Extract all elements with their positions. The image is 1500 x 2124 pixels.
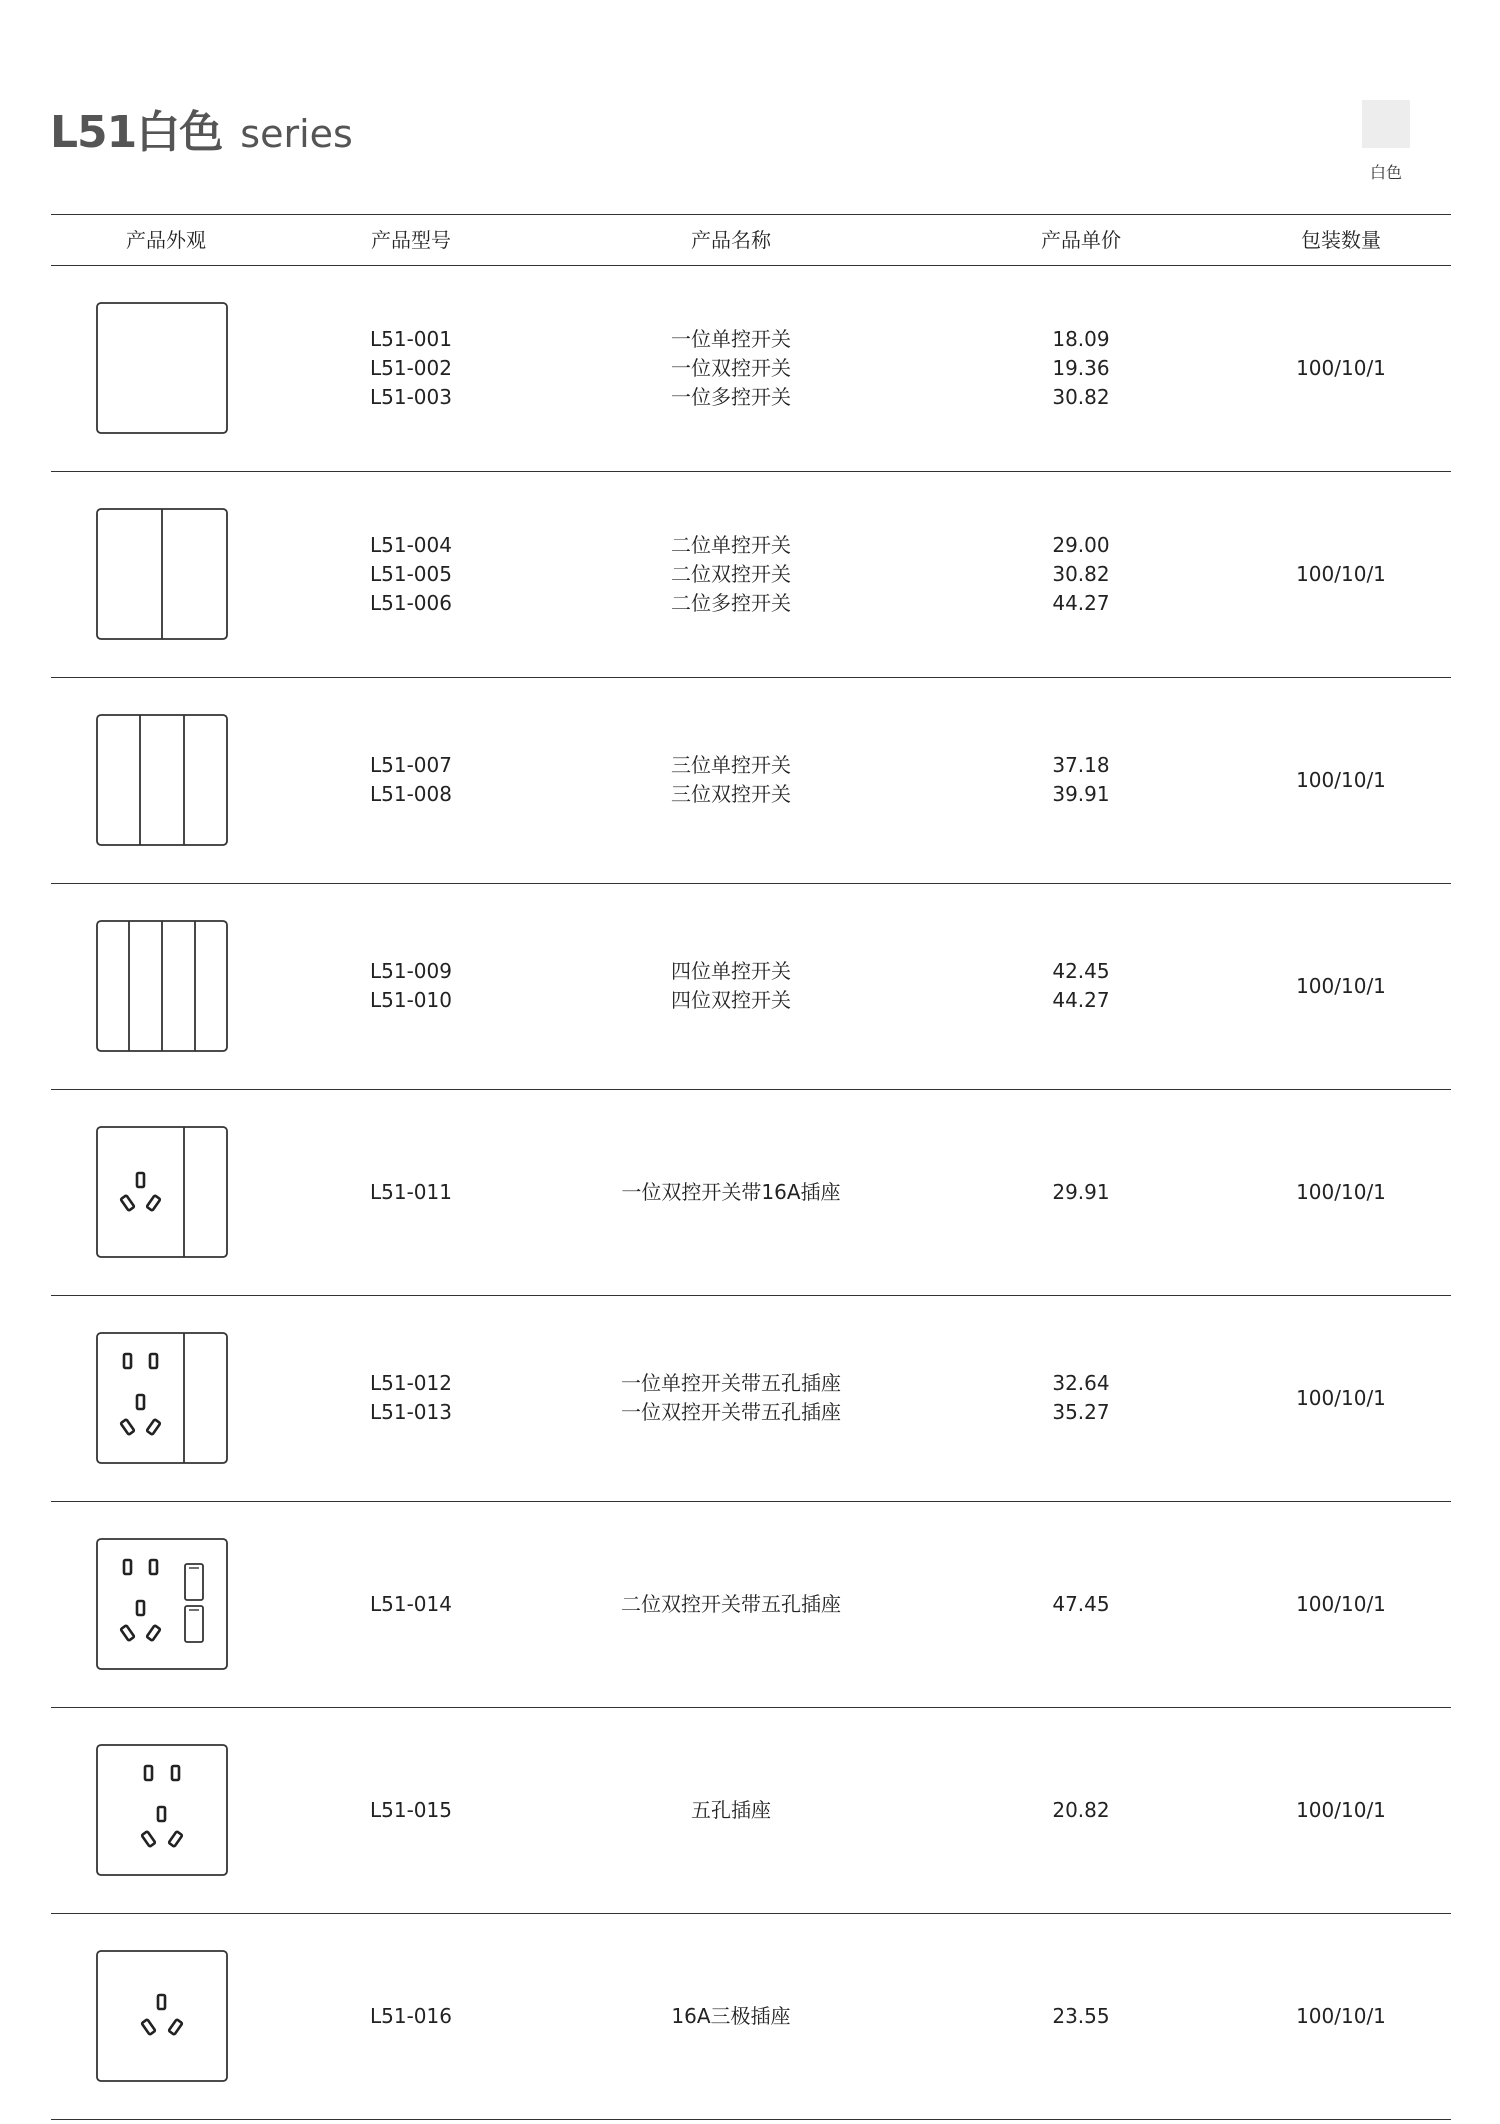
model-number: L51-004 bbox=[370, 532, 452, 557]
model-number: L51-008 bbox=[370, 782, 452, 806]
product-prices bbox=[931, 677, 1231, 883]
product-image bbox=[51, 1707, 281, 1913]
col-header-pack: 包装数量 bbox=[1301, 228, 1381, 252]
product-models bbox=[311, 1707, 511, 1913]
model-number: L51-010 bbox=[370, 988, 452, 1012]
three-pin-16a-socket-icon bbox=[96, 1950, 228, 2082]
table-header bbox=[51, 215, 1451, 265]
pack-value: 100/10/1 bbox=[1296, 355, 1386, 380]
unit-price: 42.45 bbox=[1052, 959, 1110, 983]
product-name: 三位单控开关 bbox=[671, 753, 791, 777]
product-models bbox=[311, 1501, 511, 1707]
model-number: L51-009 bbox=[370, 959, 452, 983]
two-switch-five-hole-socket-icon bbox=[96, 1538, 228, 1670]
pack-value: 100/10/1 bbox=[1296, 1591, 1386, 1616]
product-prices bbox=[931, 1295, 1231, 1501]
product-names bbox=[531, 883, 931, 1089]
pack-quantity bbox=[1231, 883, 1451, 1089]
five-hole-socket-icon bbox=[96, 1744, 228, 1876]
pack-quantity bbox=[1231, 1501, 1451, 1707]
product-name: 一位双控开关带16A插座 bbox=[621, 1179, 841, 1204]
pack-value: 100/10/1 bbox=[1296, 1385, 1386, 1410]
product-name: 一位多控开关 bbox=[671, 384, 791, 409]
product-image bbox=[51, 265, 281, 471]
product-names bbox=[531, 1089, 931, 1295]
product-prices bbox=[931, 1707, 1231, 1913]
product-image bbox=[51, 677, 281, 883]
product-prices bbox=[931, 265, 1231, 471]
product-prices bbox=[931, 1913, 1231, 2119]
two-gang-switch-icon bbox=[96, 508, 228, 640]
model-number: L51-015 bbox=[370, 1797, 452, 1822]
product-image bbox=[51, 471, 281, 677]
three-gang-switch-icon bbox=[96, 714, 228, 846]
model-number: L51-014 bbox=[370, 1591, 452, 1616]
product-name: 二位单控开关 bbox=[671, 532, 791, 557]
product-image bbox=[51, 1089, 281, 1295]
unit-price: 20.82 bbox=[1052, 1797, 1110, 1822]
product-models bbox=[311, 1089, 511, 1295]
series-code: L51白色 bbox=[50, 107, 223, 158]
pack-quantity bbox=[1231, 265, 1451, 471]
product-name: 四位单控开关 bbox=[671, 959, 791, 983]
table-row bbox=[51, 265, 1451, 471]
product-models bbox=[311, 883, 511, 1089]
product-prices bbox=[931, 1501, 1231, 1707]
model-number: L51-016 bbox=[370, 2003, 452, 2028]
product-names bbox=[531, 1913, 931, 2119]
pack-quantity bbox=[1231, 1089, 1451, 1295]
pack-quantity bbox=[1231, 471, 1451, 677]
table-row bbox=[51, 677, 1451, 883]
product-models bbox=[311, 1295, 511, 1501]
product-models bbox=[311, 471, 511, 677]
switch-16a-socket-icon bbox=[96, 1126, 228, 1258]
pack-quantity bbox=[1231, 677, 1451, 883]
pack-value: 100/10/1 bbox=[1296, 1179, 1386, 1204]
product-models bbox=[311, 1913, 511, 2119]
table-row bbox=[51, 1501, 1451, 1707]
pack-value: 100/10/1 bbox=[1296, 2003, 1386, 2028]
page-title bbox=[50, 96, 353, 156]
product-prices bbox=[931, 1089, 1231, 1295]
product-names bbox=[531, 1295, 931, 1501]
unit-price: 32.64 bbox=[1052, 1371, 1110, 1395]
unit-price: 18.09 bbox=[1052, 326, 1110, 351]
unit-price: 30.82 bbox=[1052, 384, 1110, 409]
table-row bbox=[51, 1295, 1451, 1501]
unit-price: 44.27 bbox=[1052, 988, 1110, 1012]
four-gang-switch-icon bbox=[96, 920, 228, 1052]
product-image bbox=[51, 1913, 281, 2119]
unit-price: 39.91 bbox=[1052, 782, 1110, 806]
product-names bbox=[531, 471, 931, 677]
pack-value: 100/10/1 bbox=[1296, 561, 1386, 586]
product-models bbox=[311, 265, 511, 471]
pack-value: 100/10/1 bbox=[1296, 973, 1386, 998]
unit-price: 29.00 bbox=[1052, 532, 1110, 557]
product-name: 一位双控开关 bbox=[671, 355, 791, 380]
model-number: L51-002 bbox=[370, 355, 452, 380]
model-number: L51-003 bbox=[370, 384, 452, 409]
col-header-appearance: 产品外观 bbox=[126, 228, 206, 252]
model-number: L51-012 bbox=[370, 1371, 452, 1395]
product-names bbox=[531, 265, 931, 471]
pack-quantity bbox=[1231, 1913, 1451, 2119]
unit-price: 29.91 bbox=[1052, 1179, 1110, 1204]
table-row bbox=[51, 883, 1451, 1089]
product-name: 四位双控开关 bbox=[671, 988, 791, 1012]
col-header-model: 产品型号 bbox=[371, 228, 451, 252]
table-row bbox=[51, 1913, 1451, 2119]
one-gang-switch-icon bbox=[96, 302, 228, 434]
product-name: 16A三极插座 bbox=[671, 2003, 791, 2028]
unit-price: 30.82 bbox=[1052, 561, 1110, 586]
product-name: 一位单控开关带五孔插座 bbox=[621, 1371, 841, 1395]
table-row bbox=[51, 1707, 1451, 1913]
model-number: L51-006 bbox=[370, 590, 452, 615]
product-name: 二位双控开关 bbox=[671, 561, 791, 586]
product-name: 一位单控开关 bbox=[671, 326, 791, 351]
switch-five-hole-socket-icon bbox=[96, 1332, 228, 1464]
table-row bbox=[51, 471, 1451, 677]
product-name: 二位多控开关 bbox=[671, 590, 791, 615]
pack-quantity bbox=[1231, 1295, 1451, 1501]
unit-price: 23.55 bbox=[1052, 2003, 1110, 2028]
col-header-price: 产品单价 bbox=[1041, 228, 1121, 252]
color-swatch bbox=[1362, 100, 1410, 148]
product-prices bbox=[931, 883, 1231, 1089]
model-number: L51-001 bbox=[370, 326, 452, 351]
pack-quantity bbox=[1231, 1707, 1451, 1913]
product-names bbox=[531, 1707, 931, 1913]
color-swatch-label: 白色 bbox=[1369, 163, 1402, 182]
pack-value: 100/10/1 bbox=[1296, 1797, 1386, 1822]
unit-price: 47.45 bbox=[1052, 1591, 1110, 1616]
product-names bbox=[531, 1501, 931, 1707]
product-name: 一位双控开关带五孔插座 bbox=[621, 1400, 841, 1424]
unit-price: 44.27 bbox=[1052, 590, 1110, 615]
model-number: L51-007 bbox=[370, 753, 452, 777]
model-number: L51-011 bbox=[370, 1179, 452, 1204]
unit-price: 19.36 bbox=[1052, 355, 1110, 380]
product-names bbox=[531, 677, 931, 883]
model-number: L51-013 bbox=[370, 1400, 452, 1424]
col-header-name: 产品名称 bbox=[691, 228, 771, 252]
row-divider bbox=[51, 2119, 1451, 2120]
product-name: 五孔插座 bbox=[691, 1797, 771, 1822]
product-image bbox=[51, 1295, 281, 1501]
table-row bbox=[51, 1089, 1451, 1295]
product-models bbox=[311, 677, 511, 883]
product-prices bbox=[931, 471, 1231, 677]
unit-price: 35.27 bbox=[1052, 1400, 1110, 1424]
product-name: 三位双控开关 bbox=[671, 782, 791, 806]
model-number: L51-005 bbox=[370, 561, 452, 586]
unit-price: 37.18 bbox=[1052, 753, 1110, 777]
product-image bbox=[51, 1501, 281, 1707]
product-name: 二位双控开关带五孔插座 bbox=[621, 1591, 841, 1616]
product-image bbox=[51, 883, 281, 1089]
series-word: series bbox=[240, 112, 353, 156]
pack-value: 100/10/1 bbox=[1296, 767, 1386, 792]
